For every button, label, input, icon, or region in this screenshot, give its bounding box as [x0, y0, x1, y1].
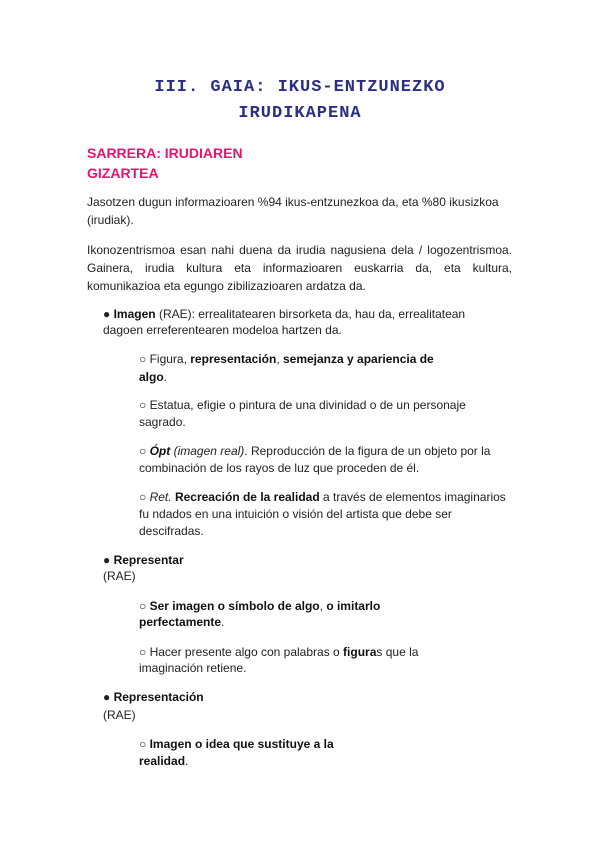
imagen-sub-c-prefix: ○: [139, 444, 150, 458]
representar-sub-b-bold: figura: [343, 645, 377, 659]
intro-paragraph-2-line-2: Gainera, irudia kultura eta informazioaren euskarria da, eta kultura,: [87, 261, 512, 275]
imagen-sub-a-bold-1: representación: [190, 352, 277, 366]
bullet-icon: ●: [103, 307, 111, 321]
page-title-line-2: IRUDIKAPENA: [238, 104, 362, 123]
imagen-sub-d-bold: Recreación de la realidad: [171, 490, 320, 504]
imagen-sub-a-sep: ,: [276, 352, 283, 366]
page-title-line-1: III. GAIA: IKUS-ENTZUNEZKO: [154, 78, 446, 97]
representacion-sub-a-bold-1: Imagen o idea que sustituye a la: [149, 737, 334, 751]
representar-sub-a-bold-1: Ser imagen o símbolo de algo: [149, 599, 320, 613]
representar-sub-a-bold-3: perfectamente: [139, 615, 222, 629]
imagen-sub-d-italic: Ret.: [149, 490, 172, 504]
section-heading-line-2: GIZARTEA: [87, 165, 159, 181]
imagen-sub-a-line-1: [139, 350, 434, 368]
imagen-sub-c-line-1: [139, 442, 490, 460]
intro-paragraph-2-line-1: Ikonozentrismoa esan nahi duena da irudia nagusiena dela / logozentrismoa.: [87, 243, 512, 257]
imagen-sub-d-line-1: [139, 488, 506, 506]
representar-sub-a-sep: ,: [319, 599, 327, 613]
intro-paragraph-1-line-2: (irudiak).: [87, 213, 134, 227]
representacion-sub-a-end: .: [185, 754, 189, 768]
imagen-sub-a-prefix: ○ Figura,: [139, 352, 191, 366]
imagen-sub-a-bold-3: algo: [139, 370, 164, 384]
bullet-icon: ●: [103, 690, 111, 704]
representar-sub-a-bold-2: o imitarlo: [326, 599, 381, 613]
representacion-rae: (RAE): [103, 708, 136, 722]
representar-term: Representar: [113, 553, 184, 567]
representacion-term: Representación: [113, 690, 204, 704]
imagen-sub-a-bold-2: semejanza y apariencia de: [282, 352, 434, 366]
representacion-sub-a-line-2: [139, 752, 188, 770]
intro-paragraph-1-line-1: Jasotzen dugun informazioaren %94 ikus-entzunezkoa da, eta %80 ikusizkoa: [87, 195, 499, 209]
imagen-sub-c-bold-italic: Ópt: [149, 444, 171, 458]
imagen-definition-text: (RAE): errealitatearen birsorketa da, hau da, errealitatean: [155, 307, 466, 321]
representacion-sub-a-bold-2: realidad: [139, 754, 186, 768]
imagen-sub-d-prefix: ○: [139, 490, 150, 504]
representar-sub-b-line-2: imaginación retiene.: [139, 661, 247, 675]
representacion-sub-a-prefix: ○: [139, 737, 150, 751]
representar-sub-b-prefix: ○ Hacer presente algo con palabras o: [139, 645, 344, 659]
representacion-term-line: [103, 688, 204, 706]
representacion-sub-a-line-1: [139, 735, 334, 753]
imagen-sub-b-line-1: ○ Estatua, efigie o pintura de una divinidad o de un personaje: [139, 398, 466, 412]
imagen-sub-c-italic: (imagen real): [170, 444, 245, 458]
representar-rae: (RAE): [103, 569, 136, 583]
section-heading-line-1: SARRERA: IRUDIAREN: [87, 145, 243, 161]
representar-sub-b-rest: s que la: [376, 645, 419, 659]
representar-sub-a-line-2: [139, 613, 224, 631]
imagen-sub-c-line-2: combinación de los rayos de luz que proceden de él.: [139, 461, 420, 475]
representar-sub-a-end: .: [221, 615, 225, 629]
intro-paragraph-2-line-3: komunikazioa eta egungo zibilizazioaren ardatza da.: [87, 279, 366, 293]
imagen-term: Imagen: [113, 307, 156, 321]
imagen-sub-b-line-2: sagrado.: [139, 415, 186, 429]
imagen-definition-line-2: dagoen erreferentearen modeloa hartzen da.: [103, 323, 342, 337]
representar-sub-a-prefix: ○: [139, 599, 150, 613]
imagen-sub-a-end: .: [163, 370, 168, 384]
bullet-icon: ●: [103, 553, 111, 567]
imagen-sub-a-line-2: [139, 368, 167, 386]
imagen-sub-d-line-3: descifradas.: [139, 524, 204, 538]
imagen-sub-d-rest: a través de elementos imaginarios: [319, 490, 506, 504]
imagen-sub-c-rest: . Reproducción de la figura de un objeto por la: [244, 444, 491, 458]
imagen-sub-d-line-2: fu ndados en una intuición o visión del artista que debe ser: [139, 507, 452, 521]
